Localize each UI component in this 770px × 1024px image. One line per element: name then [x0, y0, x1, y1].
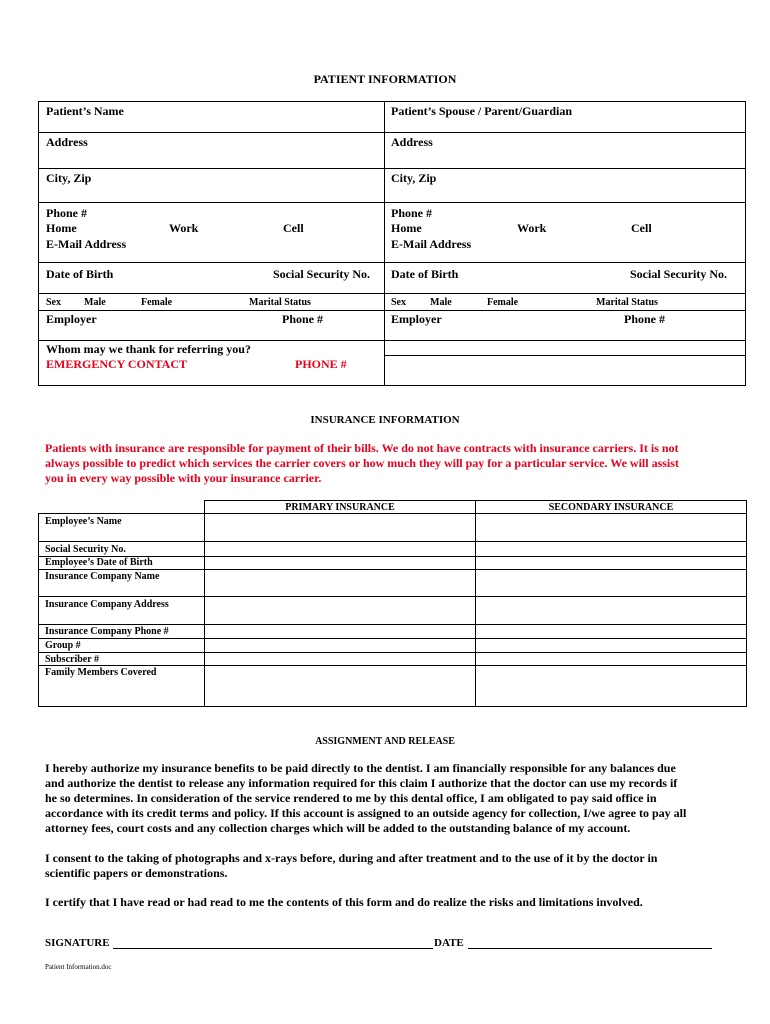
signature-label: SIGNATURE [45, 937, 110, 949]
spouse-home-phone-field[interactable]: Home [391, 221, 422, 235]
assignment-line-2: and authorize the dentist to release any information required for this claim I authorize that the doctor can use my records if [45, 776, 678, 790]
date-line[interactable] [468, 948, 712, 949]
patient-male-option[interactable]: Male [84, 297, 106, 308]
spouse-female-option[interactable]: Female [487, 297, 519, 308]
date-label: DATE [434, 937, 464, 949]
subscriber-number-row[interactable]: Subscriber # [45, 654, 99, 665]
spouse-dob-field[interactable]: Date of Birth [391, 267, 459, 281]
patient-info-title: PATIENT INFORMATION [313, 72, 457, 86]
consent-line-1: I consent to the taking of photographs and x-rays before, during and after treatment and to the use of it by the doctor in [45, 851, 658, 865]
insurance-company-phone-row[interactable]: Insurance Company Phone # [45, 626, 169, 637]
patient-phone-label: Phone # [46, 206, 88, 220]
spouse-employer-phone-field[interactable]: Phone # [624, 312, 666, 326]
assignment-line-3: he so determines. In consideration of the service rendered to me by this dental office, I am obligated to pay said office in [45, 791, 657, 805]
patient-home-phone-field[interactable]: Home [46, 221, 77, 235]
employee-ssn-row[interactable]: Social Security No. [45, 544, 126, 555]
patient-sex-label: Sex [46, 297, 61, 308]
emergency-phone-field[interactable]: PHONE # [295, 357, 347, 371]
assignment-line-4: accordance with its credit terms and policy. If this account is assigned to an outside agency for collection, I/we agree to pay all [45, 806, 687, 820]
patient-city-zip-field[interactable]: City, Zip [46, 171, 92, 185]
assignment-line-1: I hereby authorize my insurance benefits to be paid directly to the dentist. I am financially responsible for any balances due [45, 761, 676, 775]
patient-email-field[interactable]: E-Mail Address [46, 237, 127, 251]
certify-line: I certify that I have read or had read to me the contents of this form and do realize the risks and limitations involved. [45, 895, 643, 909]
patient-employer-field[interactable]: Employer [46, 312, 97, 326]
spouse-address-field[interactable]: Address [391, 135, 433, 149]
patient-marital-status-field[interactable]: Marital Status [249, 297, 311, 308]
patient-employer-phone-field[interactable]: Phone # [282, 312, 324, 326]
insurance-company-address-row[interactable]: Insurance Company Address [45, 599, 169, 610]
spouse-ssn-field[interactable]: Social Security No. [630, 267, 727, 281]
signature-line[interactable] [113, 948, 433, 949]
employee-dob-row[interactable]: Employee’s Date of Birth [45, 557, 153, 568]
insurance-company-name-row[interactable]: Insurance Company Name [45, 571, 160, 582]
patient-ssn-field[interactable]: Social Security No. [273, 267, 370, 281]
spouse-cell-phone-field[interactable]: Cell [631, 221, 652, 235]
assignment-line-5: attorney fees, court costs and any collection charges which will be added to the outstanding balance of my account. [45, 821, 631, 835]
employee-name-row[interactable]: Employee’s Name [45, 516, 122, 527]
insurance-notice-line-1: Patients with insurance are responsible for payment of their bills. We do not have contracts with insurance carriers. It is not [45, 441, 679, 455]
group-number-row[interactable]: Group # [45, 640, 81, 651]
insurance-notice-line-3: you in every way possible with your insurance carrier. [45, 471, 322, 485]
insurance-notice-line-2: always possible to predict which services the carrier covers or how much they will pay for a particular service. We will assist [45, 456, 679, 470]
family-members-row[interactable]: Family Members Covered [45, 667, 157, 678]
spouse-phone-label: Phone # [391, 206, 433, 220]
spouse-male-option[interactable]: Male [430, 297, 452, 308]
spouse-email-field[interactable]: E-Mail Address [391, 237, 472, 251]
referral-field[interactable]: Whom may we thank for referring you? [46, 342, 251, 356]
footer-filename: Patient Information.doc [45, 963, 112, 971]
patient-dob-field[interactable]: Date of Birth [46, 267, 114, 281]
patient-name-field[interactable]: Patient’s Name [46, 104, 124, 118]
spouse-name-field[interactable]: Patient’s Spouse / Parent/Guardian [391, 104, 573, 118]
primary-insurance-header: PRIMARY INSURANCE [285, 502, 395, 513]
secondary-insurance-header: SECONDARY INSURANCE [548, 502, 674, 513]
emergency-contact-field[interactable]: EMERGENCY CONTACT [46, 357, 188, 371]
patient-work-phone-field[interactable]: Work [169, 221, 199, 235]
spouse-work-phone-field[interactable]: Work [517, 221, 547, 235]
patient-female-option[interactable]: Female [141, 297, 173, 308]
consent-line-2: scientific papers or demonstrations. [45, 866, 228, 880]
spouse-marital-status-field[interactable]: Marital Status [596, 297, 658, 308]
patient-address-field[interactable]: Address [46, 135, 88, 149]
patient-cell-phone-field[interactable]: Cell [283, 221, 304, 235]
insurance-info-title: INSURANCE INFORMATION [310, 414, 460, 426]
spouse-city-zip-field[interactable]: City, Zip [391, 171, 437, 185]
assignment-title: ASSIGNMENT AND RELEASE [315, 736, 455, 747]
spouse-sex-label: Sex [391, 297, 406, 308]
spouse-employer-field[interactable]: Employer [391, 312, 442, 326]
